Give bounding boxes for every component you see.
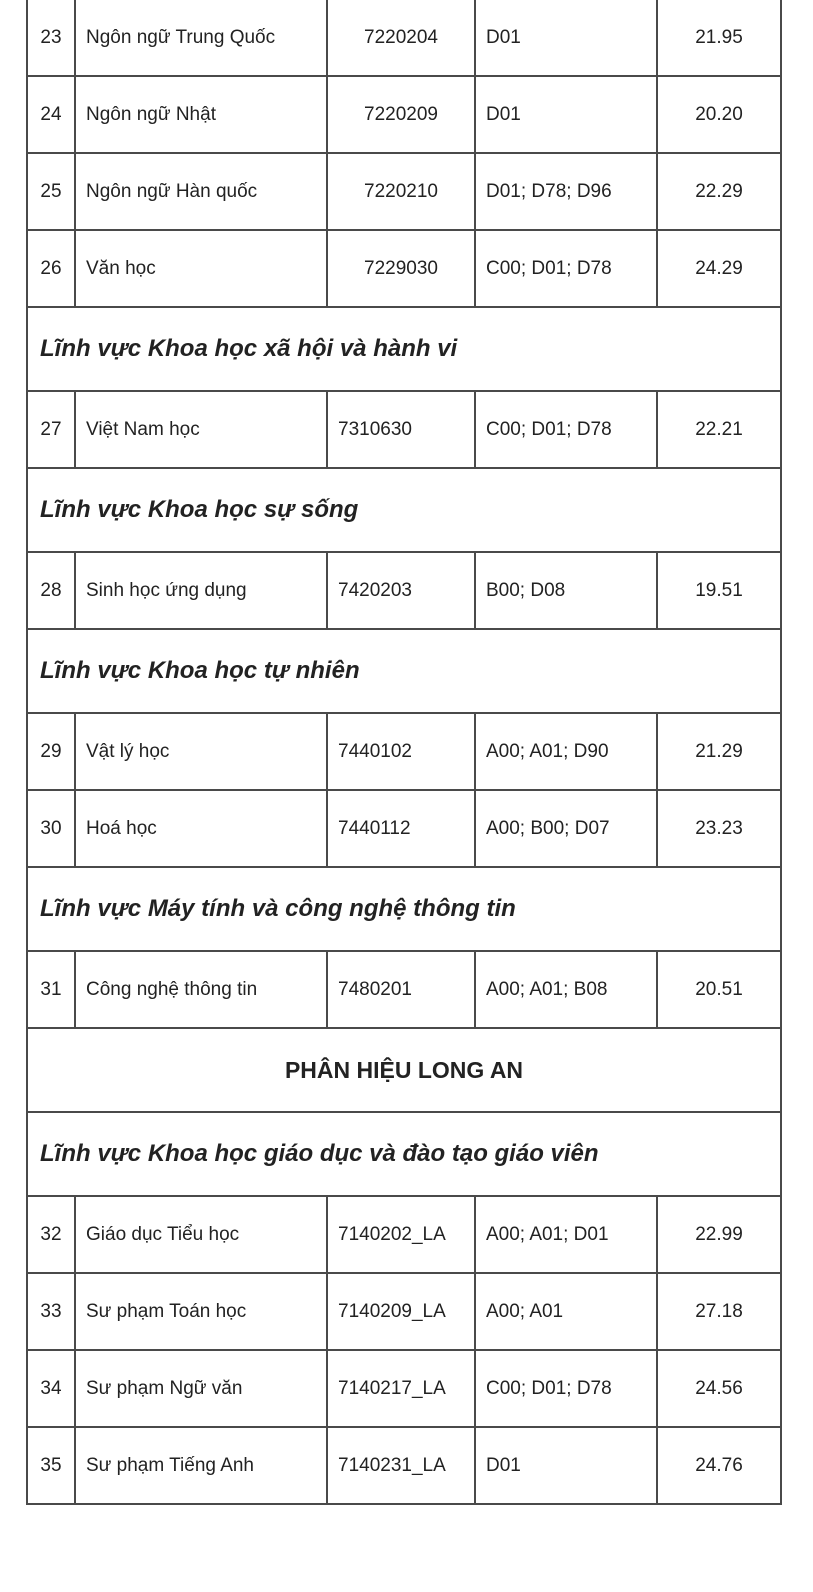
table-body xyxy=(27,0,781,1504)
table-row xyxy=(27,552,781,629)
subject-combination-cell: B00; D08 xyxy=(475,552,657,629)
section-title: Lĩnh vực Khoa học giáo dục và đào tạo giáo viên xyxy=(27,1112,781,1196)
table-row xyxy=(27,153,781,230)
row-number-cell: 34 xyxy=(27,1350,75,1427)
major-code-cell: 7310630 xyxy=(327,391,475,468)
major-code-cell: 7440102 xyxy=(327,713,475,790)
major-name-cell: Việt Nam học xyxy=(75,391,327,468)
branch-heading-row xyxy=(27,1028,781,1112)
major-name-cell: Ngôn ngữ Nhật xyxy=(75,76,327,153)
subject-combination-cell: A00; A01; B08 xyxy=(475,951,657,1028)
major-code-cell: 7420203 xyxy=(327,552,475,629)
table-row xyxy=(27,951,781,1028)
row-number-cell: 25 xyxy=(27,153,75,230)
subject-combination-cell: A00; A01; D01 xyxy=(475,1196,657,1273)
major-name-cell: Văn học xyxy=(75,230,327,307)
section-title: Lĩnh vực Khoa học sự sống xyxy=(27,468,781,552)
table-row xyxy=(27,1196,781,1273)
subject-combination-cell: C00; D01; D78 xyxy=(475,391,657,468)
table-row xyxy=(27,1427,781,1504)
major-name-cell: Giáo dục Tiểu học xyxy=(75,1196,327,1273)
section-heading-row xyxy=(27,629,781,713)
section-title: Lĩnh vực Khoa học tự nhiên xyxy=(27,629,781,713)
major-name-cell: Ngôn ngữ Trung Quốc xyxy=(75,0,327,76)
row-number-cell: 23 xyxy=(27,0,75,76)
table-row xyxy=(27,790,781,867)
cutoff-score-cell: 22.99 xyxy=(657,1196,781,1273)
section-heading-row xyxy=(27,468,781,552)
section-title: Lĩnh vực Máy tính và công nghệ thông tin xyxy=(27,867,781,951)
cutoff-score-cell: 21.95 xyxy=(657,0,781,76)
section-heading-row xyxy=(27,307,781,391)
cutoff-score-cell: 24.76 xyxy=(657,1427,781,1504)
subject-combination-cell: D01 xyxy=(475,76,657,153)
cutoff-score-cell: 27.18 xyxy=(657,1273,781,1350)
subject-combination-cell: A00; A01 xyxy=(475,1273,657,1350)
subject-combination-cell: D01 xyxy=(475,0,657,76)
section-heading-row xyxy=(27,1112,781,1196)
cutoff-score-cell: 19.51 xyxy=(657,552,781,629)
major-name-cell: Sinh học ứng dụng xyxy=(75,552,327,629)
row-number-cell: 26 xyxy=(27,230,75,307)
major-code-cell: 7140209_LA xyxy=(327,1273,475,1350)
cutoff-score-cell: 20.51 xyxy=(657,951,781,1028)
cutoff-score-cell: 23.23 xyxy=(657,790,781,867)
row-number-cell: 35 xyxy=(27,1427,75,1504)
major-code-cell: 7220209 xyxy=(327,76,475,153)
table-row xyxy=(27,713,781,790)
section-title: Lĩnh vực Khoa học xã hội và hành vi xyxy=(27,307,781,391)
major-name-cell: Ngôn ngữ Hàn quốc xyxy=(75,153,327,230)
major-code-cell: 7220204 xyxy=(327,0,475,76)
cutoff-score-cell: 21.29 xyxy=(657,713,781,790)
section-heading-row xyxy=(27,867,781,951)
subject-combination-cell: C00; D01; D78 xyxy=(475,230,657,307)
subject-combination-cell: A00; B00; D07 xyxy=(475,790,657,867)
major-code-cell: 7440112 xyxy=(327,790,475,867)
row-number-cell: 28 xyxy=(27,552,75,629)
cutoff-score-cell: 22.21 xyxy=(657,391,781,468)
cutoff-score-cell: 20.20 xyxy=(657,76,781,153)
cutoff-score-cell: 24.56 xyxy=(657,1350,781,1427)
table-row xyxy=(27,230,781,307)
cutoff-score-cell: 24.29 xyxy=(657,230,781,307)
row-number-cell: 29 xyxy=(27,713,75,790)
subject-combination-cell: A00; A01; D90 xyxy=(475,713,657,790)
major-name-cell: Sư phạm Toán học xyxy=(75,1273,327,1350)
major-name-cell: Hoá học xyxy=(75,790,327,867)
major-name-cell: Sư phạm Ngữ văn xyxy=(75,1350,327,1427)
row-number-cell: 32 xyxy=(27,1196,75,1273)
major-name-cell: Vật lý học xyxy=(75,713,327,790)
major-name-cell: Sư phạm Tiếng Anh xyxy=(75,1427,327,1504)
table-row xyxy=(27,1350,781,1427)
table-row xyxy=(27,391,781,468)
branch-title: PHÂN HIỆU LONG AN xyxy=(27,1028,781,1112)
major-code-cell: 7140217_LA xyxy=(327,1350,475,1427)
major-code-cell: 7220210 xyxy=(327,153,475,230)
major-code-cell: 7229030 xyxy=(327,230,475,307)
admission-score-table xyxy=(26,0,782,1505)
row-number-cell: 24 xyxy=(27,76,75,153)
cutoff-score-cell: 22.29 xyxy=(657,153,781,230)
subject-combination-cell: D01 xyxy=(475,1427,657,1504)
table-row xyxy=(27,0,781,76)
major-code-cell: 7140202_LA xyxy=(327,1196,475,1273)
table-row xyxy=(27,76,781,153)
table-row xyxy=(27,1273,781,1350)
major-name-cell: Công nghệ thông tin xyxy=(75,951,327,1028)
subject-combination-cell: D01; D78; D96 xyxy=(475,153,657,230)
row-number-cell: 33 xyxy=(27,1273,75,1350)
subject-combination-cell: C00; D01; D78 xyxy=(475,1350,657,1427)
row-number-cell: 31 xyxy=(27,951,75,1028)
row-number-cell: 30 xyxy=(27,790,75,867)
major-code-cell: 7140231_LA xyxy=(327,1427,475,1504)
row-number-cell: 27 xyxy=(27,391,75,468)
major-code-cell: 7480201 xyxy=(327,951,475,1028)
